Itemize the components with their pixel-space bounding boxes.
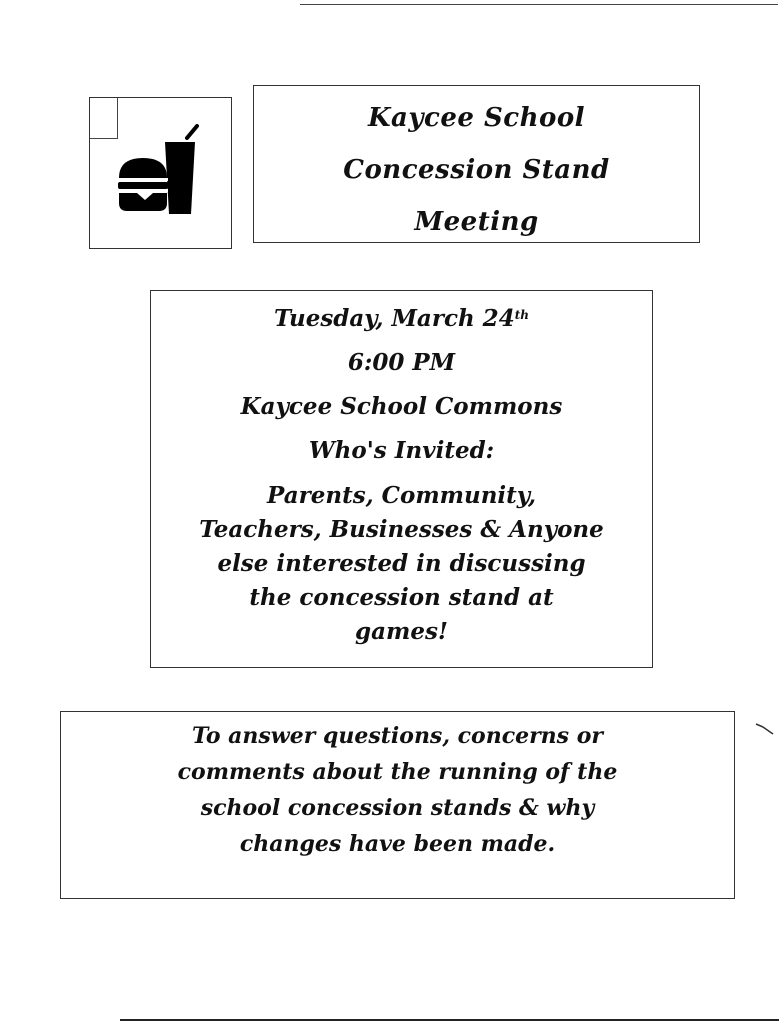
title-line-1: Kaycee School bbox=[367, 103, 586, 133]
purpose-line-2: comments about the running of the bbox=[177, 759, 618, 785]
meeting-date-text: Tuesday, March 24 bbox=[274, 305, 515, 332]
title-line-2: Concession Stand bbox=[343, 155, 610, 185]
purpose-box bbox=[60, 711, 735, 899]
meeting-date bbox=[151, 297, 652, 341]
meeting-location: Kaycee School Commons bbox=[240, 393, 563, 420]
meeting-time: 6:00 PM bbox=[347, 349, 456, 376]
purpose-line-3: school concession stands & why bbox=[200, 795, 595, 821]
invited-line-3: else interested in discussing bbox=[217, 550, 586, 577]
invited-line-5: games! bbox=[355, 618, 448, 645]
purpose-line-4: changes have been made. bbox=[239, 831, 556, 857]
page-bottom-rule bbox=[120, 1019, 779, 1021]
invited-line-4: the concession stand at bbox=[249, 584, 554, 611]
page-top-rule bbox=[300, 4, 778, 5]
logo-corner-mark bbox=[90, 98, 118, 139]
details-box bbox=[150, 290, 653, 668]
logo-box bbox=[89, 97, 232, 249]
invited-line-2: Teachers, Businesses & Anyone bbox=[199, 516, 604, 543]
burger-and-drink-icon bbox=[115, 120, 205, 220]
invited-heading: Who's Invited: bbox=[308, 437, 495, 464]
meeting-date-suffix: th bbox=[514, 308, 529, 322]
title-line-3: Meeting bbox=[414, 207, 539, 237]
title-box bbox=[253, 85, 700, 243]
scan-artifact-mark bbox=[755, 722, 775, 736]
purpose-line-1: To answer questions, concerns or bbox=[191, 723, 603, 749]
invited-line-1: Parents, Community, bbox=[267, 482, 536, 509]
